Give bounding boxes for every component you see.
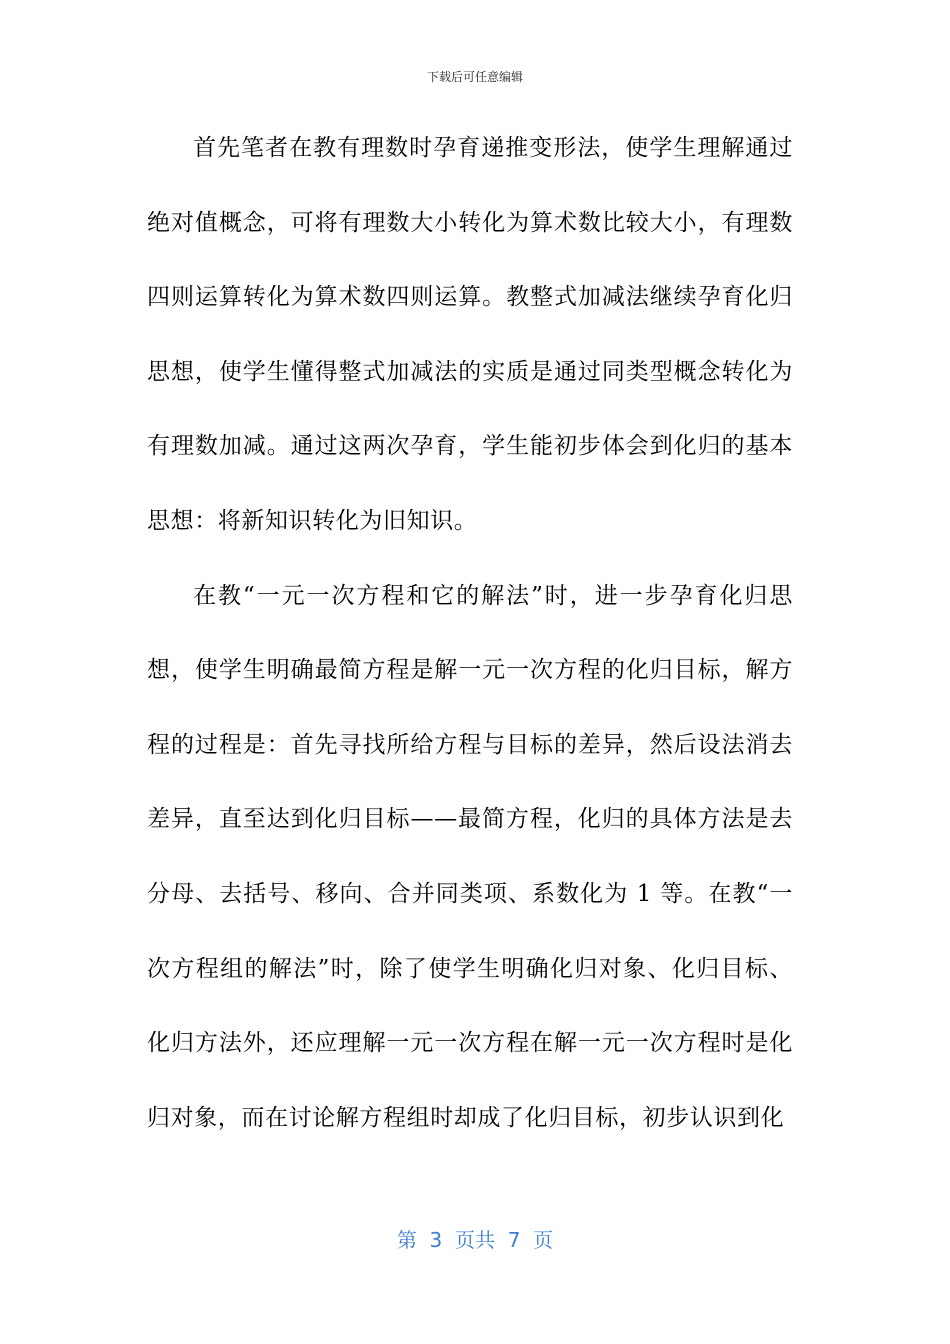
header-note: 下载后可任意编辑 <box>426 70 523 84</box>
paragraph-1: 首先笔者在教有理数时孕育递推变形法，使学生理解通过绝对值概念，可将有理数大小转化为算术数比较大小，有理数四则运算转化为算术数四则运算。教整式加减法继续孕育化归思想，使学生懂得整式加减法的实质是通过同类型概念转化为有理数加减。通过这两次孕育，学生能初步体会到化归的基本思想：将新知识转化为旧知识。 <box>147 135 793 534</box>
page-number-footer: 第 3 页共 7 页 <box>396 1228 554 1252</box>
paragraph-2: 在教“一元一次方程和它的解法”时，进一步孕育化归思想，使学生明确最简方程是解一元一次方程的化归目标，解方程的过程是：首先寻找所给方程与目标的差异，然后设法消去差异，直至达到化归目标——最简方程，化归的具体方法是去分母、去括号、移向、合并同类项、系数化为 1 等。在教“一次方程组的解法”时，除了使学生明确化归对象、化归目标、化归方法外，还应理解一元一次方程在解一元一次方程时是化归对象，而在讨论解方程组时却成了化归目标，初步认识到化 <box>147 582 793 1131</box>
document-body <box>147 111 793 1155</box>
